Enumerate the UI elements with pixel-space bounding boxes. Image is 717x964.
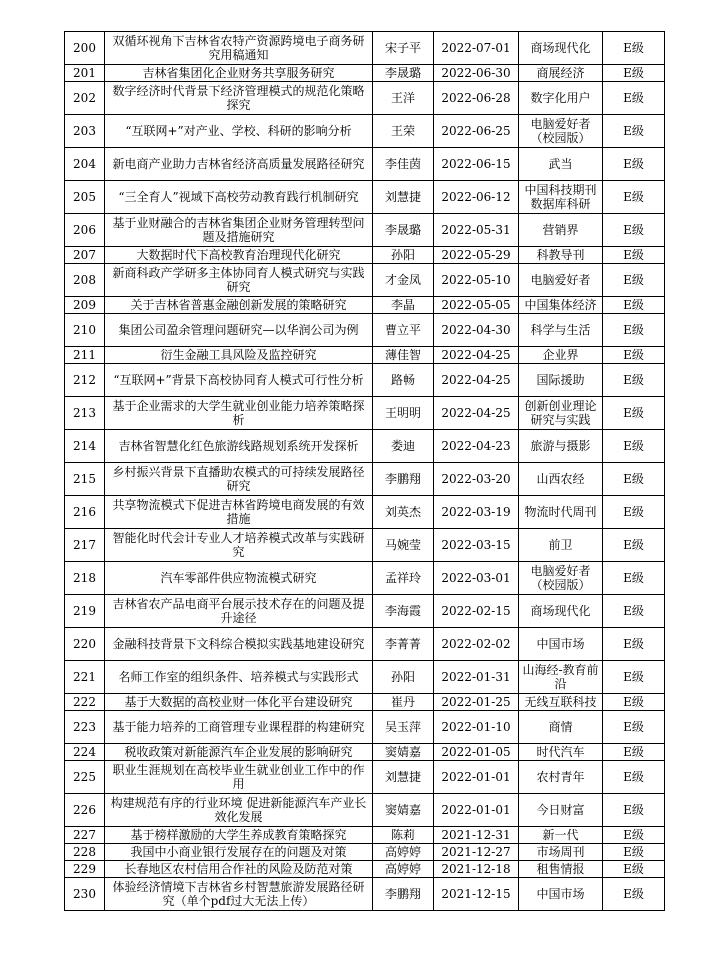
grade-level: E级 [603, 364, 665, 397]
grade-level: E级 [603, 761, 665, 794]
journal-name: 创新创业理论研究与实践 [519, 397, 603, 430]
publish-date: 2022-04-23 [434, 430, 519, 463]
paper-title: 吉林省集团化企业财务共享服务研究 [105, 65, 373, 82]
paper-title: 基于榜样激励的大学生养成教育策略探究 [105, 827, 373, 844]
grade-level: E级 [603, 65, 665, 82]
journal-name: 商展经济 [519, 65, 603, 82]
paper-title: 共享物流模式下促进吉林省跨境电商发展的有效措施 [105, 496, 373, 529]
author-name: 李菁菁 [373, 628, 434, 661]
paper-title: 集团公司盈余管理问题研究—以华润公司为例 [105, 314, 373, 347]
author-name: 高婷婷 [373, 844, 434, 861]
grade-level: E级 [603, 247, 665, 264]
publish-date: 2022-01-05 [434, 744, 519, 761]
author-name: 王明明 [373, 397, 434, 430]
table-row [65, 347, 665, 364]
grade-level: E级 [603, 397, 665, 430]
row-number: 224 [65, 744, 105, 761]
table-row [65, 844, 665, 861]
paper-title: 构建规范有序的行业环境 促进新能源汽车产业长效化发展 [105, 794, 373, 827]
paper-title: 长春地区农村信用合作社的风险及防范对策 [105, 861, 373, 878]
journal-name: 中国市场 [519, 878, 603, 911]
journal-name: 无线互联科技 [519, 694, 603, 711]
publish-date: 2022-01-10 [434, 711, 519, 744]
publish-date: 2022-04-25 [434, 364, 519, 397]
grade-level: E级 [603, 181, 665, 214]
author-name: 路畅 [373, 364, 434, 397]
grade-level: E级 [603, 314, 665, 347]
publish-date: 2021-12-27 [434, 844, 519, 861]
row-number: 214 [65, 430, 105, 463]
grade-level: E级 [603, 82, 665, 115]
paper-title: “互联网+”背景下高校协同育人模式可行性分析 [105, 364, 373, 397]
grade-level: E级 [603, 661, 665, 694]
publication-table [64, 31, 665, 911]
table-row [65, 711, 665, 744]
journal-name: 山西农经 [519, 463, 603, 496]
row-number: 205 [65, 181, 105, 214]
table-row [65, 148, 665, 181]
journal-name: 中国科技期刊数据库科研 [519, 181, 603, 214]
author-name: 才金凤 [373, 264, 434, 297]
row-number: 213 [65, 397, 105, 430]
row-number: 215 [65, 463, 105, 496]
table-row [65, 181, 665, 214]
journal-name: 前卫 [519, 529, 603, 562]
author-name: 刘慧捷 [373, 181, 434, 214]
author-name: 李晶 [373, 297, 434, 314]
journal-name: 国际援助 [519, 364, 603, 397]
table-row [65, 496, 665, 529]
paper-title: 基于大数据的高校业财一体化平台建设研究 [105, 694, 373, 711]
table-row [65, 430, 665, 463]
table-row [65, 878, 665, 911]
grade-level: E级 [603, 529, 665, 562]
row-number: 222 [65, 694, 105, 711]
grade-level: E级 [603, 430, 665, 463]
row-number: 229 [65, 861, 105, 878]
table-row [65, 661, 665, 694]
author-name: 陈莉 [373, 827, 434, 844]
grade-level: E级 [603, 827, 665, 844]
grade-level: E级 [603, 878, 665, 911]
publish-date: 2022-05-29 [434, 247, 519, 264]
journal-name: 今日财富 [519, 794, 603, 827]
grade-level: E级 [603, 347, 665, 364]
row-number: 227 [65, 827, 105, 844]
paper-title: 汽车零部件供应物流模式研究 [105, 562, 373, 595]
author-name: 薄佳智 [373, 347, 434, 364]
author-name: 曹立平 [373, 314, 434, 347]
row-number: 210 [65, 314, 105, 347]
paper-title: 基于业财融合的吉林省集团企业财务管理转型问题及措施研究 [105, 214, 373, 247]
author-name: 孟祥玲 [373, 562, 434, 595]
author-name: 孙阳 [373, 247, 434, 264]
publish-date: 2022-06-12 [434, 181, 519, 214]
publish-date: 2021-12-18 [434, 861, 519, 878]
table-row [65, 694, 665, 711]
publish-date: 2022-05-10 [434, 264, 519, 297]
journal-name: 农村青年 [519, 761, 603, 794]
table-row [65, 794, 665, 827]
journal-name: 电脑爱好者（校园版） [519, 562, 603, 595]
author-name: 李晟璐 [373, 65, 434, 82]
author-name: 李晟璐 [373, 214, 434, 247]
table-row [65, 562, 665, 595]
publish-date: 2022-03-19 [434, 496, 519, 529]
table-row [65, 314, 665, 347]
paper-title: 基于企业需求的大学生就业创业能力培养策略探析 [105, 397, 373, 430]
table-row [65, 861, 665, 878]
publish-date: 2022-01-01 [434, 761, 519, 794]
publish-date: 2022-01-31 [434, 661, 519, 694]
row-number: 211 [65, 347, 105, 364]
journal-name: 科教导刊 [519, 247, 603, 264]
paper-title: 智能化时代会计专业人才培养模式改革与实践研究 [105, 529, 373, 562]
journal-name: 商场现代化 [519, 595, 603, 628]
table-row [65, 65, 665, 82]
paper-title: 体验经济情境下吉林省乡村智慧旅游发展路径研究（单个pdf过大无法上传） [105, 878, 373, 911]
author-name: 刘英杰 [373, 496, 434, 529]
journal-name: 企业界 [519, 347, 603, 364]
paper-title: 金融科技背景下文科综合模拟实践基地建设研究 [105, 628, 373, 661]
grade-level: E级 [603, 628, 665, 661]
paper-title: 数字经济时代背景下经济管理模式的规范化策略探究 [105, 82, 373, 115]
publish-date: 2021-12-15 [434, 878, 519, 911]
table-row [65, 247, 665, 264]
grade-level: E级 [603, 297, 665, 314]
paper-title: “互联网+”对产业、学校、科研的影响分析 [105, 115, 373, 148]
author-name: 孙阳 [373, 661, 434, 694]
table-row [65, 397, 665, 430]
journal-name: 商场现代化 [519, 32, 603, 65]
author-name: 窦婧嘉 [373, 744, 434, 761]
publish-date: 2022-05-05 [434, 297, 519, 314]
author-name: 高婷婷 [373, 861, 434, 878]
table-row [65, 827, 665, 844]
table-row [65, 297, 665, 314]
publish-date: 2022-06-28 [434, 82, 519, 115]
row-number: 219 [65, 595, 105, 628]
row-number: 203 [65, 115, 105, 148]
publish-date: 2022-02-15 [434, 595, 519, 628]
journal-name: 武当 [519, 148, 603, 181]
row-number: 216 [65, 496, 105, 529]
row-number: 223 [65, 711, 105, 744]
grade-level: E级 [603, 496, 665, 529]
paper-title: 新电商产业助力吉林省经济高质量发展路径研究 [105, 148, 373, 181]
paper-title: 职业生涯规划在高校毕业生就业创业工作中的作用 [105, 761, 373, 794]
publish-date: 2022-07-01 [434, 32, 519, 65]
journal-name: 中国集体经济 [519, 297, 603, 314]
publish-date: 2022-04-30 [434, 314, 519, 347]
table-row [65, 32, 665, 65]
paper-title: 双循环视角下吉林省农特产资源跨境电子商务研究用稿通知 [105, 32, 373, 65]
journal-name: 电脑爱好者（校园版） [519, 115, 603, 148]
publish-date: 2022-04-25 [434, 397, 519, 430]
paper-title: 名师工作室的组织条件、培养模式与实践形式 [105, 661, 373, 694]
table-body [65, 32, 665, 911]
grade-level: E级 [603, 744, 665, 761]
publish-date: 2022-04-25 [434, 347, 519, 364]
journal-name: 时代汽车 [519, 744, 603, 761]
row-number: 226 [65, 794, 105, 827]
row-number: 204 [65, 148, 105, 181]
row-number: 207 [65, 247, 105, 264]
grade-level: E级 [603, 711, 665, 744]
grade-level: E级 [603, 148, 665, 181]
publish-date: 2022-03-20 [434, 463, 519, 496]
table-row [65, 628, 665, 661]
author-name: 王洋 [373, 82, 434, 115]
author-name: 李海霞 [373, 595, 434, 628]
table-row [65, 264, 665, 297]
author-name: 王荣 [373, 115, 434, 148]
publish-date: 2022-01-01 [434, 794, 519, 827]
row-number: 206 [65, 214, 105, 247]
row-number: 217 [65, 529, 105, 562]
journal-name: 租售情报 [519, 861, 603, 878]
author-name: 娄迪 [373, 430, 434, 463]
row-number: 225 [65, 761, 105, 794]
grade-level: E级 [603, 214, 665, 247]
table-row [65, 463, 665, 496]
journal-name: 科学与生活 [519, 314, 603, 347]
paper-title: 基于能力培养的工商管理专业课程群的构建研究 [105, 711, 373, 744]
author-name: 李佳茵 [373, 148, 434, 181]
table-row [65, 82, 665, 115]
author-name: 李鹏翔 [373, 878, 434, 911]
author-name: 马婉莹 [373, 529, 434, 562]
journal-name: 新一代 [519, 827, 603, 844]
row-number: 202 [65, 82, 105, 115]
table-row [65, 364, 665, 397]
journal-name: 数字化用户 [519, 82, 603, 115]
table-row [65, 115, 665, 148]
row-number: 228 [65, 844, 105, 861]
journal-name: 物流时代周刊 [519, 496, 603, 529]
paper-title: 大数据时代下高校教育治理现代化研究 [105, 247, 373, 264]
paper-title: 衍生金融工具风险及监控研究 [105, 347, 373, 364]
author-name: 李鹏翔 [373, 463, 434, 496]
journal-name: 市场周刊 [519, 844, 603, 861]
publish-date: 2022-06-15 [434, 148, 519, 181]
grade-level: E级 [603, 463, 665, 496]
author-name: 刘慧捷 [373, 761, 434, 794]
author-name: 窦婧嘉 [373, 794, 434, 827]
publish-date: 2022-05-31 [434, 214, 519, 247]
paper-title: 新商科政产学研多主体协同育人模式研究与实践研究 [105, 264, 373, 297]
paper-title: 乡村振兴背景下直播助农模式的可持续发展路径研究 [105, 463, 373, 496]
grade-level: E级 [603, 861, 665, 878]
publish-date: 2022-01-25 [434, 694, 519, 711]
row-number: 220 [65, 628, 105, 661]
paper-title: 我国中小商业银行发展存在的问题及对策 [105, 844, 373, 861]
publish-date: 2022-06-30 [434, 65, 519, 82]
publish-date: 2022-02-02 [434, 628, 519, 661]
grade-level: E级 [603, 562, 665, 595]
publish-date: 2022-06-25 [434, 115, 519, 148]
grade-level: E级 [603, 115, 665, 148]
author-name: 吴玉萍 [373, 711, 434, 744]
journal-name: 电脑爱好者 [519, 264, 603, 297]
author-name: 宋子平 [373, 32, 434, 65]
paper-title: 吉林省智慧化红色旅游线路规划系统开发探析 [105, 430, 373, 463]
table-row [65, 214, 665, 247]
grade-level: E级 [603, 264, 665, 297]
row-number: 200 [65, 32, 105, 65]
row-number: 208 [65, 264, 105, 297]
row-number: 218 [65, 562, 105, 595]
paper-title: “三全育人”视域下高校劳动教育践行机制研究 [105, 181, 373, 214]
paper-title: 关于吉林省普惠金融创新发展的策略研究 [105, 297, 373, 314]
paper-title: 吉林省农产品电商平台展示技术存在的问题及提升途径 [105, 595, 373, 628]
publish-date: 2021-12-31 [434, 827, 519, 844]
journal-name: 中国市场 [519, 628, 603, 661]
row-number: 209 [65, 297, 105, 314]
journal-name: 山海经-教育前沿 [519, 661, 603, 694]
author-name: 崔丹 [373, 694, 434, 711]
table-row [65, 529, 665, 562]
publish-date: 2022-03-15 [434, 529, 519, 562]
journal-name: 旅游与摄影 [519, 430, 603, 463]
table-row [65, 595, 665, 628]
row-number: 221 [65, 661, 105, 694]
paper-title: 税收政策对新能源汽车企业发展的影响研究 [105, 744, 373, 761]
grade-level: E级 [603, 595, 665, 628]
journal-name: 营销界 [519, 214, 603, 247]
table-row [65, 761, 665, 794]
table-row [65, 744, 665, 761]
grade-level: E级 [603, 794, 665, 827]
grade-level: E级 [603, 694, 665, 711]
row-number: 230 [65, 878, 105, 911]
journal-name: 商情 [519, 711, 603, 744]
grade-level: E级 [603, 844, 665, 861]
row-number: 212 [65, 364, 105, 397]
grade-level: E级 [603, 32, 665, 65]
row-number: 201 [65, 65, 105, 82]
publish-date: 2022-03-01 [434, 562, 519, 595]
